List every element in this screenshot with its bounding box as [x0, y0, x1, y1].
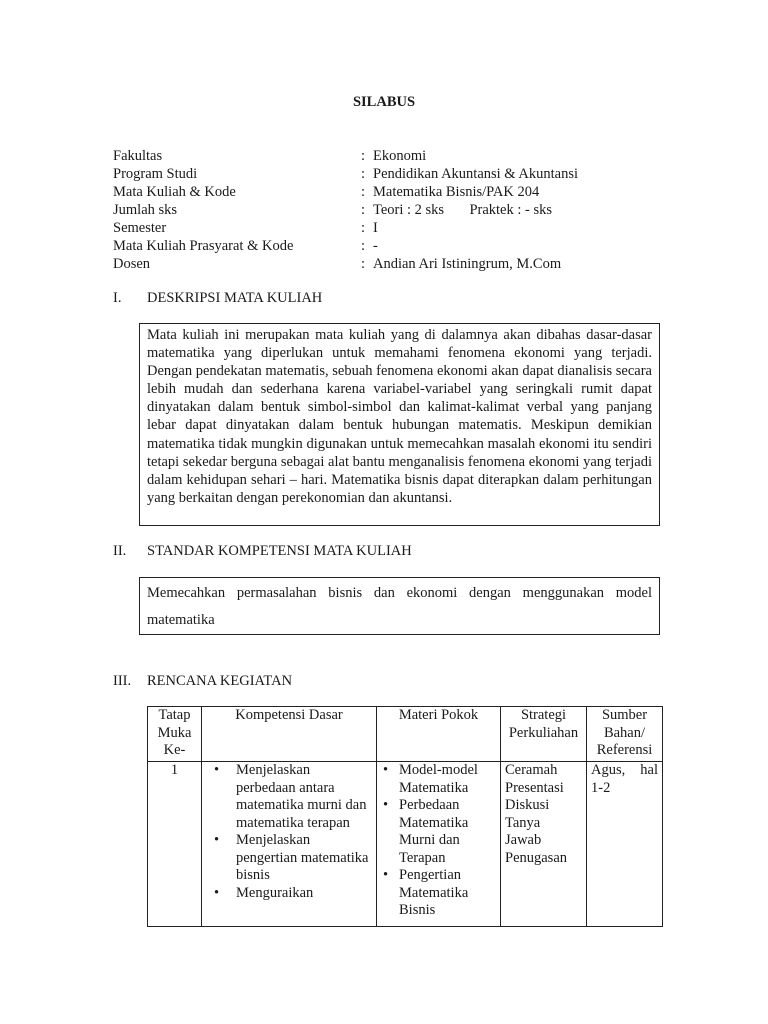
cell-competency: [202, 762, 377, 927]
strategy-line: Jawab: [505, 832, 542, 848]
section-title: DESKRIPSI MATA KULIAH: [147, 290, 323, 306]
info-value: Pendidikan Akuntansi & Akuntansi: [373, 166, 579, 182]
cell-meeting: 1: [148, 762, 202, 927]
list-item: • Model-model Matematika: [381, 762, 496, 797]
header-source: Sumber Bahan/ Referensi: [587, 707, 663, 762]
info-row-credits: Jumlah sks : Teori : 2 sks Praktek : - sks: [113, 201, 673, 219]
section-number: I.: [113, 290, 122, 306]
info-row-lecturer: Dosen : Andian Ari Istiningrum, M.Com: [113, 255, 673, 273]
header-competency: Kompetensi Dasar: [202, 707, 377, 762]
section-number: III.: [113, 673, 132, 689]
info-label: Program Studi: [113, 166, 198, 182]
standard-box: Memecahkan permasalahan bisnis dan ekonomi dengan menggunakan model matematika: [139, 577, 660, 635]
info-value: Matematika Bisnis/PAK 204: [373, 184, 540, 200]
header-strategy: Strategi Perkuliahan: [501, 707, 587, 762]
table-row: [148, 762, 663, 927]
info-label: Jumlah sks: [113, 202, 178, 218]
info-label: Fakultas: [113, 148, 163, 164]
info-value: Andian Ari Istiningrum, M.Com: [373, 256, 562, 272]
info-label: Mata Kuliah Prasyarat & Kode: [113, 238, 294, 254]
header-meeting: Tatap Muka Ke-: [148, 707, 202, 762]
section-heading-description: [113, 290, 322, 307]
course-info: [113, 147, 673, 273]
document-title: SILABUS: [352, 94, 416, 110]
info-value: I: [373, 220, 378, 236]
cell-strategy: [501, 762, 587, 927]
info-row-semester: Semester : I: [113, 219, 673, 237]
list-item: • Menguraikan: [206, 885, 372, 903]
section-title: RENCANA KEGIATAN: [147, 673, 293, 689]
info-row-study-program: Program Studi : Pendidikan Akuntansi & Akuntansi: [113, 165, 673, 183]
description-box: Mata kuliah ini merupakan mata kuliah yang di dalamnya akan dibahas dasar-dasar matematika yang diperlukan untuk memahami fenomena ekonomi yang terjadi. Dengan pendekatan matematis, sebuah fenomena ekonomi akan dapat dianalisis secara lebih mudah dan sederhana karena variabel-variabel yang seringkali rumit dapat dinyatakan dalam bentuk simbol-simbol dan kalimat-kalimat verbal yang panjang lebar dapat dinyatakan dalam bentuk hubungan matematis. Meskipun demikian matematika tidak mungkin digunakan untuk memecahkan masalah ekonomi itu sendiri tetapi sekedar berguna sebagai alat bantu menganalisis fenomena ekonomi yang terjadi dalam kehidupan sehari – hari. Matematika bisnis dapat diterapkan dalam perhitungan yang berkaitan dengan perekonomian dan akuntansi.: [139, 323, 660, 526]
header-material: Materi Pokok: [377, 707, 501, 762]
section-title: STANDAR KOMPETENSI MATA KULIAH: [147, 543, 412, 559]
list-item: • Menjelaskan pengertian matematika bisnis: [206, 832, 372, 885]
info-value: Teori : 2 sks Praktek : - sks: [373, 202, 553, 218]
list-item: • Menjelaskan perbedaan antara matematika murni dan matematika terapan: [206, 762, 372, 832]
strategy-line: Penugasan: [505, 849, 568, 866]
info-row-faculty: Fakultas : Ekonomi: [113, 147, 673, 165]
activity-plan-table: [147, 706, 663, 927]
strategy-line: Presentasi: [505, 779, 564, 796]
section-heading-plan: [113, 673, 292, 690]
info-label: Dosen: [113, 256, 151, 272]
info-value: -: [373, 238, 378, 254]
info-row-course-code: Mata Kuliah & Kode : Matematika Bisnis/PAK 204: [113, 183, 673, 201]
strategy-line: Tanya: [505, 814, 541, 831]
cell-material: [377, 762, 501, 927]
info-value: Ekonomi: [373, 148, 427, 164]
section-heading-standard: [113, 543, 412, 560]
section-number: II.: [113, 543, 127, 559]
list-item: • Pengertian Matematika Bisnis: [381, 867, 496, 920]
table-header-row: [148, 707, 663, 762]
strategy-line: Ceramah: [505, 762, 558, 778]
info-label: Mata Kuliah & Kode: [113, 184, 236, 200]
strategy-line: Diskusi: [505, 797, 550, 813]
info-label: Semester: [113, 220, 167, 236]
cell-source: Agus, hal 1-2: [587, 762, 663, 927]
list-item: • Perbedaan Matematika Murni dan Terapan: [381, 797, 496, 867]
info-row-prerequisite: Mata Kuliah Prasyarat & Kode : -: [113, 237, 673, 255]
